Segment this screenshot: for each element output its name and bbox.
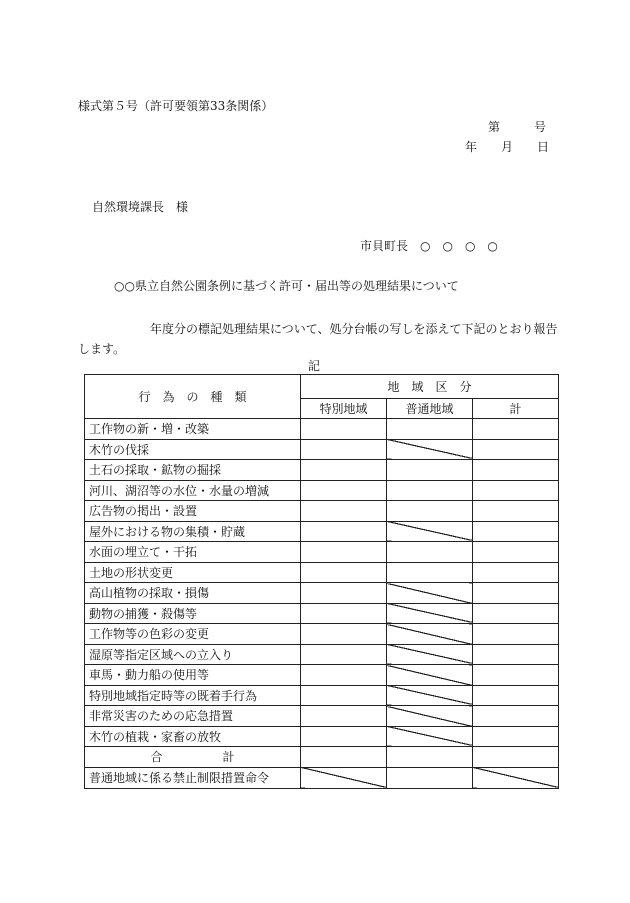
tokubetsu-cell	[301, 501, 387, 522]
futsu-cell	[387, 665, 473, 686]
futsu-cell	[387, 460, 473, 481]
futsu-cell	[387, 726, 473, 747]
futsu-cell	[387, 501, 473, 522]
futsu-cell	[387, 624, 473, 645]
table-row	[85, 583, 559, 604]
table-row	[85, 480, 559, 501]
tokubetsu-cell	[301, 439, 387, 460]
kei-cell	[473, 706, 559, 727]
date-line	[465, 138, 549, 155]
kei-cell	[473, 542, 559, 563]
tokubetsu-cell	[301, 624, 387, 645]
header-kei: 計	[473, 399, 559, 419]
row-label: 河川、湖沼等の水位・水量の増減	[85, 480, 301, 501]
total-label	[85, 747, 301, 768]
tokubetsu-cell	[301, 685, 387, 706]
futsu-cell	[387, 603, 473, 624]
table-body	[85, 419, 559, 789]
row-label: 土地の形状変更	[85, 562, 301, 583]
row-label: 普通地域に係る禁止制限措置命令	[85, 767, 301, 788]
kei-cell	[473, 665, 559, 686]
kei-cell	[473, 460, 559, 481]
kei-cell	[473, 419, 559, 440]
row-label: 木竹の植栽・家畜の放牧	[85, 726, 301, 747]
table-row	[85, 419, 559, 440]
tokubetsu-cell	[301, 706, 387, 727]
kei-cell	[473, 562, 559, 583]
futsu-cell	[387, 767, 473, 788]
futsu-cell	[387, 439, 473, 460]
row-label: 高山植物の採取・損傷	[85, 583, 301, 604]
kei-cell	[473, 501, 559, 522]
table-row	[85, 685, 559, 706]
header-tokubetsu: 特別地域	[301, 399, 387, 419]
tokubetsu-cell	[301, 460, 387, 481]
table-row	[85, 767, 559, 788]
ki-label: 記	[308, 359, 321, 373]
kei-cell	[473, 603, 559, 624]
total-row	[85, 747, 559, 768]
header-futsu: 普通地域	[387, 399, 473, 419]
kei-cell	[473, 747, 559, 768]
header-action-type: 行 為 の 種 類	[85, 375, 301, 419]
kei-cell	[473, 439, 559, 460]
tokubetsu-cell	[301, 480, 387, 501]
futsu-cell	[387, 480, 473, 501]
table-row	[85, 624, 559, 645]
row-label: 水面の埋立て・干拓	[85, 542, 301, 563]
total-label-kei: 計	[222, 750, 235, 765]
result-table	[84, 374, 559, 789]
tokubetsu-cell	[301, 767, 387, 788]
addressee: 自然環境課長 様	[92, 200, 189, 214]
body-text: 年度分の標記処理結果について、処分台帳の写しを添えて下記のとおり報告します。	[78, 322, 558, 356]
row-label: 特別地域指定時等の既着手行為	[85, 685, 301, 706]
tokubetsu-cell	[301, 644, 387, 665]
futsu-cell	[387, 562, 473, 583]
table-row	[85, 460, 559, 481]
kei-cell	[473, 685, 559, 706]
form-label: 様式第５号（許可要領第33条関係）	[78, 99, 274, 113]
row-label: 非常災害のための応急措置	[85, 706, 301, 727]
tokubetsu-cell	[301, 542, 387, 563]
table-row	[85, 562, 559, 583]
row-label: 車馬・動力船の使用等	[85, 665, 301, 686]
table-row	[85, 665, 559, 686]
document-number-line	[488, 118, 546, 135]
tokubetsu-cell	[301, 562, 387, 583]
tokubetsu-cell	[301, 747, 387, 768]
row-label: 湿原等指定区域への立入り	[85, 644, 301, 665]
total-label-go: 合	[150, 750, 163, 765]
table-row	[85, 439, 559, 460]
futsu-cell	[387, 583, 473, 604]
futsu-cell	[387, 521, 473, 542]
kei-cell	[473, 726, 559, 747]
kei-cell	[473, 583, 559, 604]
tokubetsu-cell	[301, 419, 387, 440]
table-row	[85, 726, 559, 747]
row-label: 広告物の掲出・設置	[85, 501, 301, 522]
table-row	[85, 542, 559, 563]
row-label: 工作物の新・増・改築	[85, 419, 301, 440]
number-dai: 第	[488, 120, 501, 134]
date-day: 日	[537, 140, 550, 154]
table-row	[85, 521, 559, 542]
kei-cell	[473, 624, 559, 645]
futsu-cell	[387, 747, 473, 768]
tokubetsu-cell	[301, 521, 387, 542]
tokubetsu-cell	[301, 603, 387, 624]
number-go: 号	[534, 120, 547, 134]
date-year: 年	[465, 140, 478, 154]
table-row	[85, 706, 559, 727]
futsu-cell	[387, 706, 473, 727]
row-label: 木竹の伐採	[85, 439, 301, 460]
header-area-category: 地 域 区 分	[301, 375, 559, 399]
futsu-cell	[387, 542, 473, 563]
table-row	[85, 501, 559, 522]
tokubetsu-cell	[301, 726, 387, 747]
kei-cell	[473, 521, 559, 542]
table-row	[85, 644, 559, 665]
row-label: 動物の捕獲・殺傷等	[85, 603, 301, 624]
tokubetsu-cell	[301, 583, 387, 604]
futsu-cell	[387, 644, 473, 665]
row-label: 屋外における物の集積・貯蔵	[85, 521, 301, 542]
sender: 市貝町長 ○ ○ ○ ○	[360, 239, 498, 253]
row-label: 工作物等の色彩の変更	[85, 624, 301, 645]
kei-cell	[473, 644, 559, 665]
kei-cell	[473, 767, 559, 788]
table-row	[85, 603, 559, 624]
row-label: 土石の採取・鉱物の掘採	[85, 460, 301, 481]
subject: ○○県立自然公園条例に基づく許可・届出等の処理結果について	[114, 279, 459, 293]
futsu-cell	[387, 419, 473, 440]
tokubetsu-cell	[301, 665, 387, 686]
kei-cell	[473, 480, 559, 501]
futsu-cell	[387, 685, 473, 706]
date-month: 月	[501, 140, 514, 154]
